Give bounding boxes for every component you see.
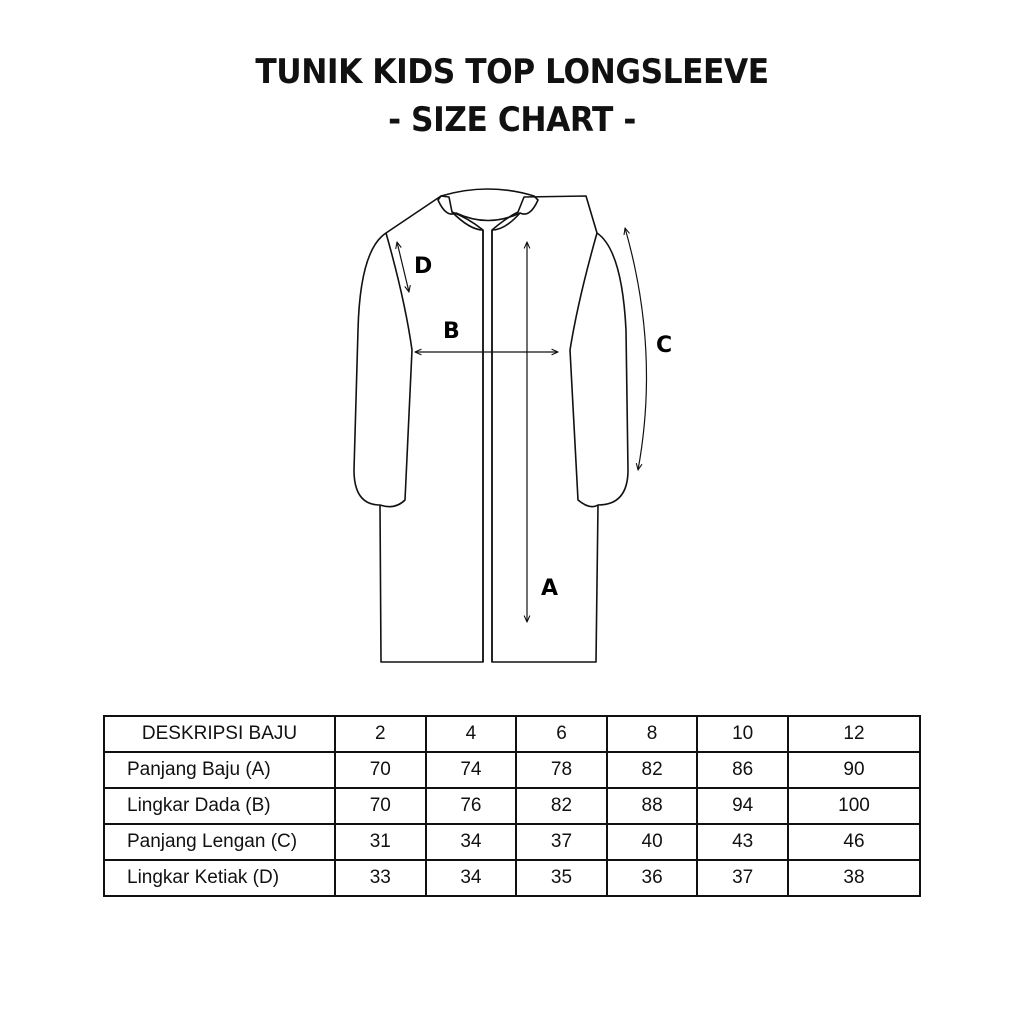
right-sleeve (570, 233, 598, 507)
header-cell: 2 (335, 716, 426, 752)
header-cell: 6 (516, 716, 607, 752)
table-cell: 33 (335, 860, 426, 896)
header-cell: DESKRIPSI BAJU (104, 716, 335, 752)
table-header-row (104, 716, 920, 752)
table-cell: 74 (426, 752, 517, 788)
table-cell: 34 (426, 824, 517, 860)
size-chart-table (103, 715, 921, 897)
table-cell: 88 (607, 788, 698, 824)
table-cell: 70 (335, 788, 426, 824)
table-cell: 70 (335, 752, 426, 788)
table-cell: 36 (607, 860, 698, 896)
table-row (104, 824, 920, 860)
page-title: TUNIK KIDS TOP LONGSLEEVE (255, 52, 769, 92)
table-cell: 90 (788, 752, 920, 788)
table-cell: 37 (697, 860, 788, 896)
row-label: Panjang Lengan (C) (104, 824, 335, 860)
row-label: Lingkar Ketiak (D) (104, 860, 335, 896)
row-label: Panjang Baju (A) (104, 752, 335, 788)
table-cell: 86 (697, 752, 788, 788)
table-cell: 76 (426, 788, 517, 824)
table-cell: 40 (607, 824, 698, 860)
table-cell: 37 (516, 824, 607, 860)
table-row (104, 752, 920, 788)
garment-collar (438, 189, 538, 221)
label-c: C (656, 333, 673, 358)
table-cell: 31 (335, 824, 426, 860)
table-cell: 78 (516, 752, 607, 788)
table-row (104, 788, 920, 824)
table-cell: 94 (697, 788, 788, 824)
table-cell: 82 (607, 752, 698, 788)
left-sleeve (380, 233, 412, 507)
label-d: D (414, 254, 433, 279)
table-cell: 34 (426, 860, 517, 896)
row-label: Lingkar Dada (B) (104, 788, 335, 824)
table-cell: 43 (697, 824, 788, 860)
header-cell: 10 (697, 716, 788, 752)
garment-diagram (330, 180, 690, 670)
table-row (104, 860, 920, 896)
table-cell: 82 (516, 788, 607, 824)
header-cell: 12 (788, 716, 920, 752)
header-cell: 4 (426, 716, 517, 752)
table-cell: 38 (788, 860, 920, 896)
label-b: B (443, 319, 460, 344)
header-cell: 8 (607, 716, 698, 752)
page-subtitle: - SIZE CHART - (388, 100, 636, 140)
table-cell: 35 (516, 860, 607, 896)
table-cell: 100 (788, 788, 920, 824)
label-a: A (541, 576, 559, 601)
table-cell: 46 (788, 824, 920, 860)
